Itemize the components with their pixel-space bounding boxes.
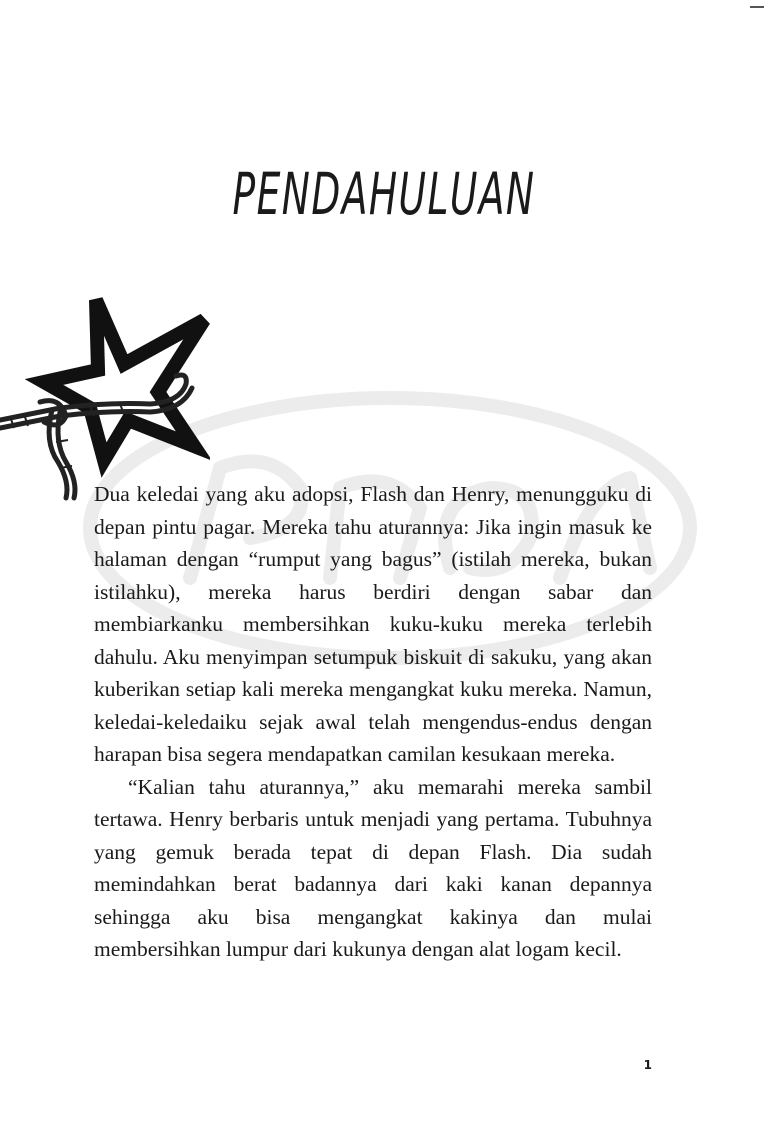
paragraph: “Kalian tahu aturannya,” aku memarahi mereka sambil tertawa. Henry berbaris untuk menjadi yang pertama. Tubuhnya yang gemuk berada tepat di depan Flash. Dia sudah memindahkan berat badannya dari kaki kanan depannya sehingga aku bisa mengangkat kakinya dan mulai membersihkan lumpur dari kukunya dengan alat logam kecil. (94, 774, 652, 961)
corner-mark (750, 6, 764, 8)
page-number: 1 (643, 1058, 652, 1072)
paragraph: Dua keledai yang aku adopsi, Flash dan Henry, menungguku di depan pintu pagar. Mereka tahu aturannya: Jika ingin masuk ke halaman dengan “rumput yang bagus” (istilah mereka, bukan istilahku), mereka harus berdiri dengan sabar dan membiarkanku membersihkan kuku-kuku mereka terlebih dahulu. Aku menyimpan setumpuk biskuit di sakuku, yang akan kuberikan setiap kali mereka mengangkat kuku mereka. Namun, keledai-keledaiku sejak awal telah mengendus-endus dengan harapan bisa segera mendapatkan camilan kesukaan mereka. (94, 482, 652, 766)
body-text (94, 478, 652, 966)
chapter-title: PENDAHULUAN (232, 160, 536, 228)
